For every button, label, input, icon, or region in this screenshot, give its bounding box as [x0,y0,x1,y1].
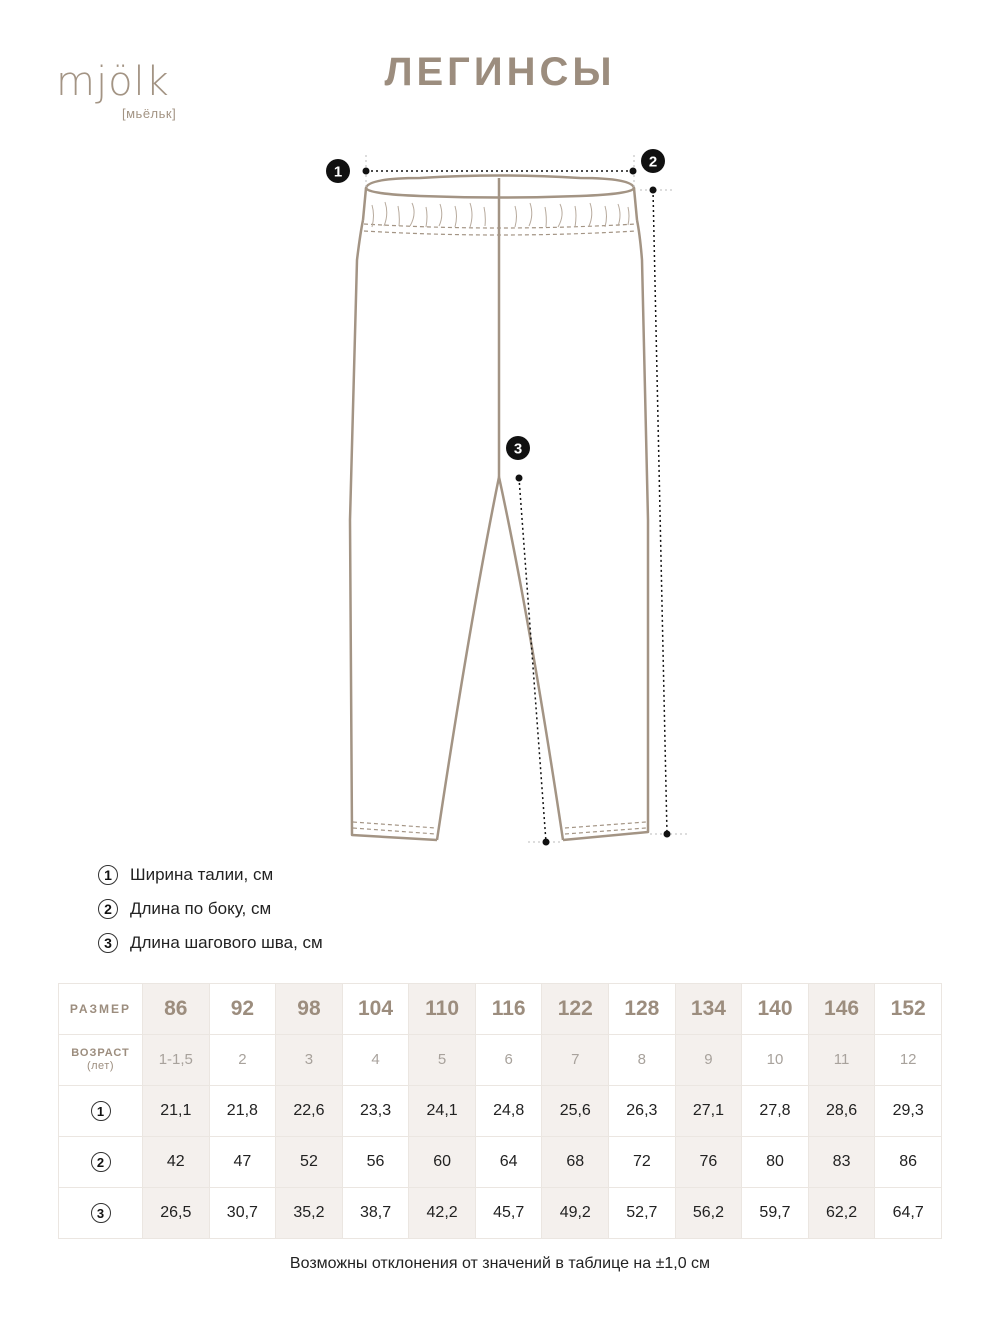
table-cell: 64,7 [875,1188,942,1239]
table-cell: 8 [609,1035,676,1086]
legend-number: 1 [98,865,118,885]
table-cell: 7 [542,1035,609,1086]
marker-3 [506,436,530,460]
table-cell: 98 [276,984,343,1035]
table-cell: 128 [609,984,676,1035]
table-cell: 35,2 [276,1188,343,1239]
table-cell: 76 [675,1137,742,1188]
table-cell: 86 [875,1137,942,1188]
legend-number: 3 [98,933,118,953]
table-cell: 10 [742,1035,809,1086]
table-cell: 28,6 [808,1086,875,1137]
table-cell: 104 [342,984,409,1035]
marker-2-label: 2 [648,153,658,171]
table-row-waist [59,1086,942,1137]
table-cell: 68 [542,1137,609,1188]
table-cell: 80 [742,1137,809,1188]
table-row-ages [59,1035,942,1086]
table-cell: 52,7 [609,1188,676,1239]
table-cell: 140 [742,984,809,1035]
marker-1 [326,159,350,183]
table-cell: 38,7 [342,1188,409,1239]
table-cell: 22,6 [276,1086,343,1137]
marker-3-label: 3 [513,440,523,458]
table-cell: 59,7 [742,1188,809,1239]
legend-text: Ширина талии, см [130,865,274,884]
table-cell: 45,7 [475,1188,542,1239]
table-cell: 49,2 [542,1188,609,1239]
table-cell: 3 [276,1035,343,1086]
row-number-cell: 2 [59,1137,143,1188]
tolerance-note: Возможны отклонения от значений в таблице на ±1,0 см [289,1255,711,1272]
logo-wordmark: mjölk [56,59,170,105]
legend-text: Длина шагового шва, см [130,933,323,952]
table-cell: 122 [542,984,609,1035]
table-cell: 26,3 [609,1086,676,1137]
table-cell: 92 [209,984,276,1035]
table-cell: 11 [808,1035,875,1086]
legend-text: Длина по боку, см [130,899,272,918]
size-table [58,983,942,1239]
table-cell: 26,5 [143,1188,210,1239]
table-cell: 134 [675,984,742,1035]
leggings-outline [350,176,648,841]
table-cell: 21,1 [143,1086,210,1137]
table-cell: 60 [409,1137,476,1188]
table-cell: 25,6 [542,1086,609,1137]
table-cell: 30,7 [209,1188,276,1239]
table-cell: 29,3 [875,1086,942,1137]
waistband-gathers [372,202,629,227]
table-cell: 62,2 [808,1188,875,1239]
marker-1-label: 1 [333,163,343,181]
table-cell: 146 [808,984,875,1035]
table-cell: 110 [409,984,476,1035]
table-cell: 4 [342,1035,409,1086]
table-cell: 47 [209,1137,276,1188]
table-cell: 116 [475,984,542,1035]
table-cell: 152 [875,984,942,1035]
table-row-inseam [59,1188,942,1239]
page-title: ЛЕГИНСЫ [384,50,616,94]
table-cell: 1-1,5 [143,1035,210,1086]
table-cell: 2 [209,1035,276,1086]
table-cell: 42,2 [409,1188,476,1239]
inseam-measure-line [516,475,561,846]
table-cell: 42 [143,1137,210,1188]
table-cell: 23,3 [342,1086,409,1137]
size-header: РАЗМЕР [59,984,143,1035]
hem-stitching [353,822,646,834]
table-cell: 5 [409,1035,476,1086]
legend-number: 2 [98,899,118,919]
table-cell: 9 [675,1035,742,1086]
table-row-sizes [59,984,942,1035]
row-number-cell: 3 [59,1188,143,1239]
row-number-cell: 1 [59,1086,143,1137]
logo-transcription: [мьёльк] [122,106,177,121]
table-cell: 83 [808,1137,875,1188]
table-cell: 86 [143,984,210,1035]
table-cell: 72 [609,1137,676,1188]
table-cell: 27,8 [742,1086,809,1137]
table-cell: 24,1 [409,1086,476,1137]
table-cell: 64 [475,1137,542,1188]
table-cell: 52 [276,1137,343,1188]
legend-item [98,926,323,960]
table-cell: 6 [475,1035,542,1086]
table-cell: 56,2 [675,1188,742,1239]
marker-2 [641,149,665,173]
table-cell: 12 [875,1035,942,1086]
table-cell: 24,8 [475,1086,542,1137]
legend-item [98,858,323,892]
table-cell: 27,1 [675,1086,742,1137]
table-row-side-length [59,1137,942,1188]
table-cell: 21,8 [209,1086,276,1137]
measurement-legend [98,858,323,960]
legend-item [98,892,323,926]
table-cell: 56 [342,1137,409,1188]
age-header: ВОЗРАСТ (лет) [59,1035,143,1086]
